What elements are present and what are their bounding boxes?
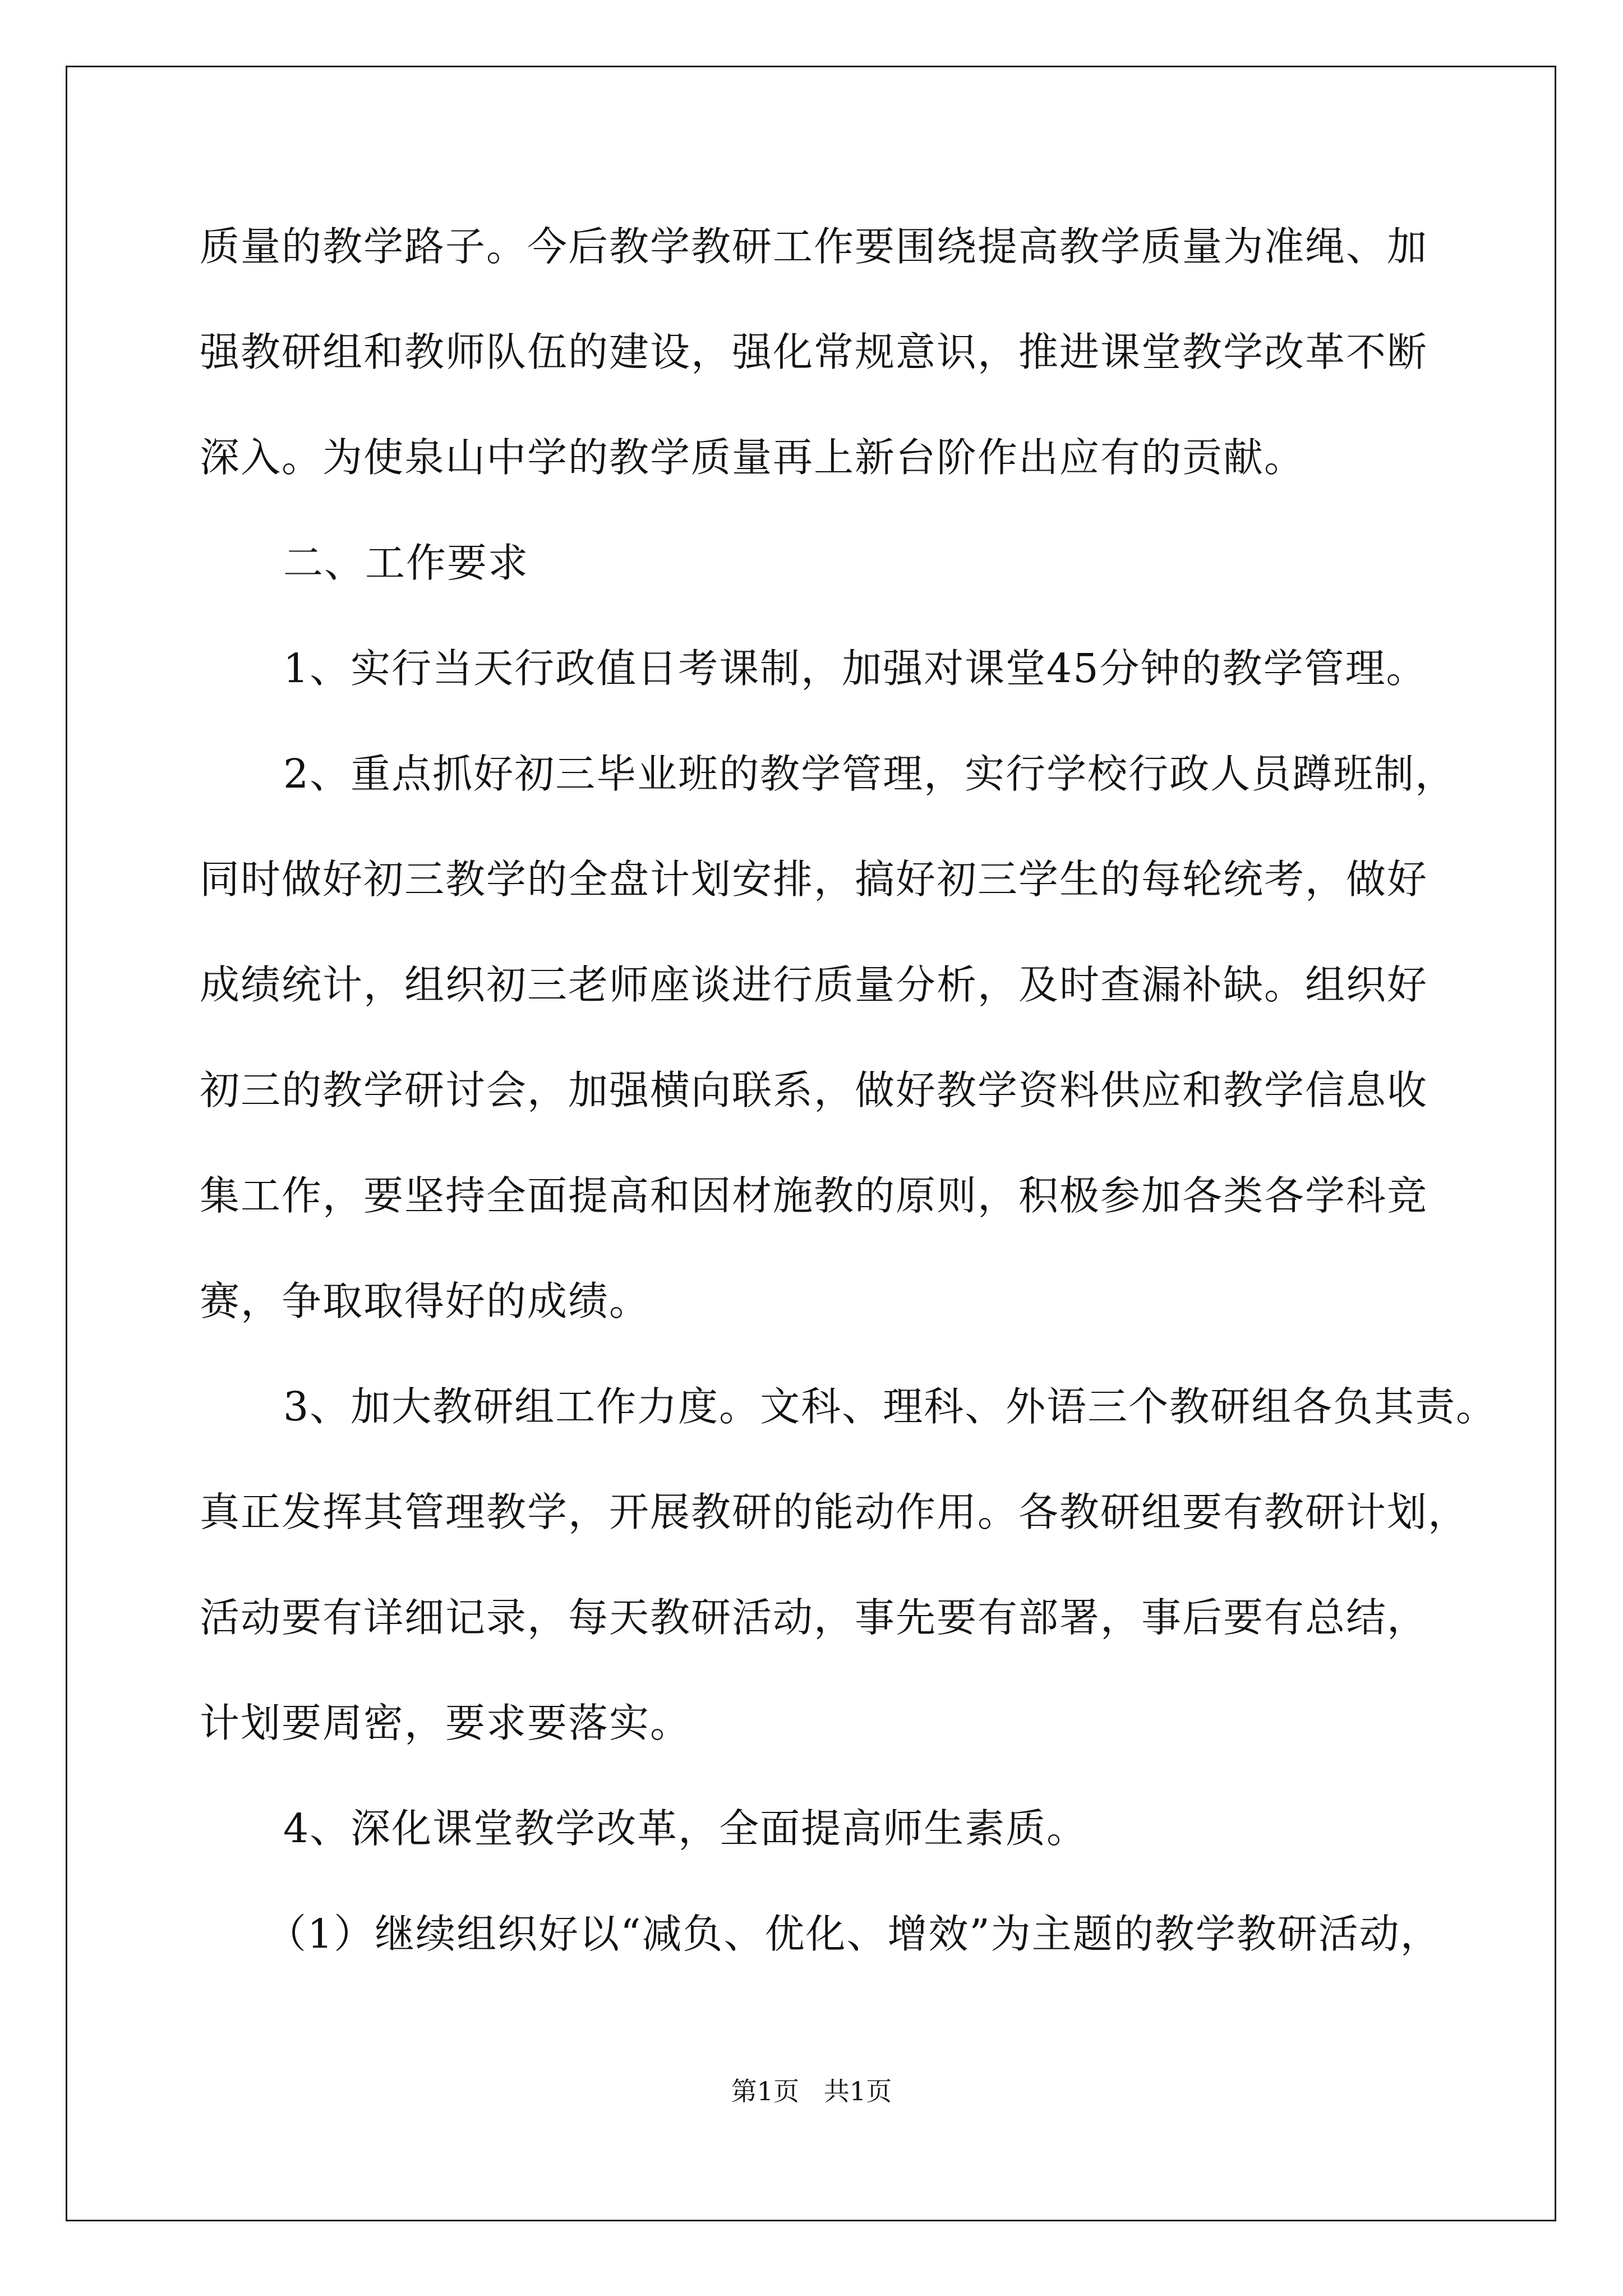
body-text-line: 成绩统计，组织初三老师座谈进行质量分析，及时查漏补缺。组织好 [200,961,1428,1008]
body-text-line: （1）继续组织好以“减负、优化、增效”为主题的教学教研活动， [266,1911,1441,1957]
body-text-line: 集工作，要坚持全面提高和因材施教的原则，积极参加各类各学科竞 [200,1172,1428,1219]
body-text-line: 初三的教学研讨会，加强横向联系，做好教学资料供应和教学信息收 [200,1067,1428,1114]
body-text-line: 深入。为使泉山中学的教学质量再上新台阶作出应有的贡献。 [200,434,1306,481]
body-text-line: 3、加大教研组工作力度。文科、理科、外语三个教研组各负其责。 [283,1383,1497,1430]
body-text-line: 强教研组和教师队伍的建设，强化常规意识，推进课堂教学改革不断 [200,329,1428,375]
page-border [66,66,1556,2221]
body-text-line: 计划要周密，要求要落实。 [200,1700,691,1746]
body-text-line: 同时做好初三教学的全盘计划安排，搞好初三学生的每轮统考，做好 [200,856,1428,903]
body-text-line: 质量的教学路子。今后教学教研工作要围绕提高教学质量为准绳、加 [200,223,1428,270]
body-text-line: 4、深化课堂教学改革，全面提高师生素质。 [283,1805,1088,1852]
page-footer: 第1页 共1页 [731,2076,892,2106]
body-text-line: 赛，争取取得好的成绩。 [200,1278,651,1324]
body-text-line: 真正发挥其管理教学，开展教研的能动作用。各教研组要有教研计划， [200,1489,1469,1535]
body-text-line: 1、实行当天行政值日考课制，加强对课堂45分钟的教学管理。 [283,645,1427,692]
body-text-line: 活动要有详细记录，每天教研活动，事先要有部署，事后要有总结， [200,1594,1428,1641]
section-heading: 二、工作要求 [283,540,529,586]
body-text-line: 2、重点抓好初三毕业班的教学管理，实行学校行政人员蹲班制， [283,751,1456,797]
